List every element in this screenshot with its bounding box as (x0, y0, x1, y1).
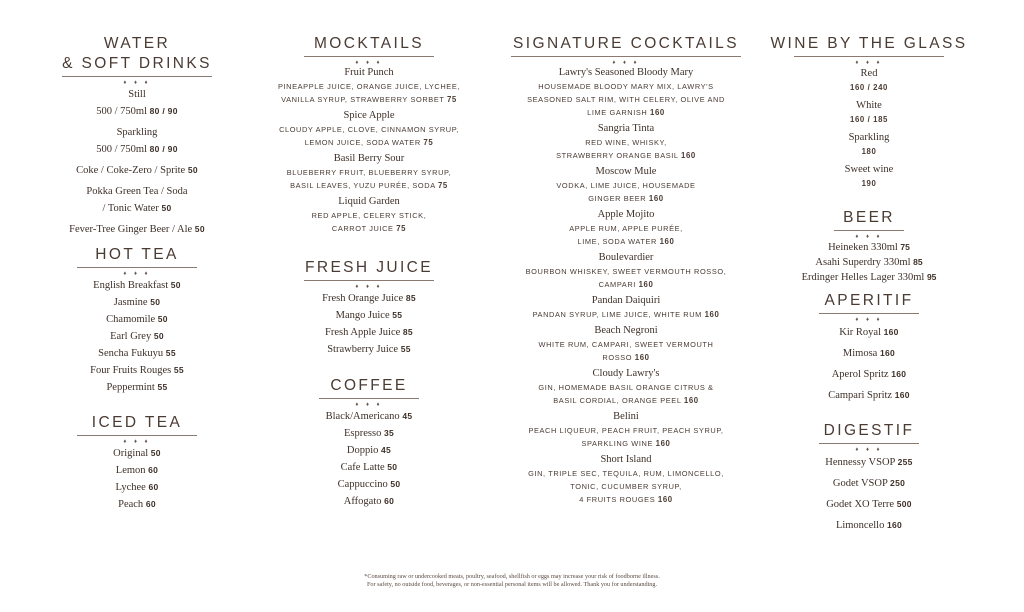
section-divider: ♦ ♦ ♦ (319, 398, 419, 399)
menu-item: Peppermint 55 (106, 382, 168, 393)
section-title: APERITIF (824, 292, 914, 309)
menu-item: Affogato 60 (343, 496, 395, 507)
menu-item: Boulevardier BOURBON WHISKEY, SWEET VERMOUTH ROSSO, CAMPARI 160 (525, 252, 727, 289)
menu-item: Fever-Tree Ginger Beer / Ale 50 (69, 224, 205, 235)
menu-item: Peach 60 (118, 499, 156, 510)
menu-item: Short Island GIN, TRIPLE SEC, TEQUILA, RUM, LIMONCELLO, TONIC, CUCUMBER SYRUP, 4 FRUITS ROUGES 160 (528, 454, 724, 504)
menu-item: Fresh Apple Juice 85 (325, 327, 413, 338)
coffee-section (258, 376, 480, 510)
menu-item: Sparkling 180 (848, 132, 890, 156)
section-title: WATER (103, 35, 171, 52)
menu-item: Fresh Orange Juice 85 (322, 293, 416, 304)
section-divider: ♦ ♦ ♦ (834, 230, 904, 231)
menu-item: Limoncello 160 (835, 520, 903, 531)
menu-item: White 160 / 185 (850, 100, 888, 124)
menu-item: Doppio 45 (346, 445, 392, 456)
menu-item: Cappuccino 50 (337, 479, 401, 490)
section-title: COFFEE (330, 377, 408, 394)
section-title: & SOFT DRINKS (62, 55, 212, 72)
section-title: ICED TEA (91, 414, 183, 431)
menu-item: / Tonic Water 50 (102, 203, 172, 214)
menu-item: Cloudy Lawry's GIN, HOMEMADE BASIL ORANGE CITRUS & BASIL CORDIAL, ORANGE PEEL 160 (538, 368, 714, 405)
menu-item: Basil Berry Sour BLUEBERRY FRUIT, BLUEBERRY SYRUP, BASIL LEAVES, YUZU PURÉE, SODA 75 (286, 153, 452, 190)
menu-item: Sparkling (116, 127, 158, 138)
iced-tea-section (52, 413, 222, 513)
menu-item: Aperol Spritz 160 (831, 369, 907, 380)
beer-section (764, 208, 974, 285)
water-section (52, 34, 222, 238)
section-divider: ♦ ♦ ♦ (819, 313, 919, 314)
menu-item: Red 160 / 240 (850, 68, 888, 92)
menu-item: 500 / 750ml 80 / 90 (96, 106, 178, 117)
menu-item: Sencha Fukuyu 55 (98, 348, 176, 359)
menu-item: Asahi Superdry 330ml 85 (815, 257, 923, 268)
menu-item: Sweet wine 190 (844, 164, 894, 188)
wine-section (764, 34, 974, 190)
aperitif-section (764, 291, 974, 406)
menu-item: Lawry's Seasoned Bloody Mary HOUSEMADE BLOODY MARY MIX, LAWRY'S SEASONED SALT RIM, WITH CELERY, OLIVE AND LIME GARNISH 160 (527, 67, 725, 117)
menu-item: Spice Apple CLOUDY APPLE, CLOVE, CINNAMON SYRUP, LEMON JUICE, SODA WATER 75 (279, 110, 459, 147)
menu-item: Fruit Punch PINEAPPLE JUICE, ORANGE JUICE, LYCHEE, VANILLA SYRUP, STRAWBERRY SORBET 75 (277, 67, 460, 104)
menu-item: Liquid Garden RED APPLE, CELERY STICK, CARROT JUICE 75 (311, 196, 427, 233)
menu-item: Beach Negroni WHITE RUM, CAMPARI, SWEET VERMOUTH ROSSO 160 (538, 325, 714, 362)
menu-item: Mango Juice 55 (335, 310, 403, 321)
section-divider: ♦ ♦ ♦ (77, 435, 197, 436)
section-divider: ♦ ♦ ♦ (304, 280, 434, 281)
section-divider: ♦ ♦ ♦ (62, 76, 212, 77)
fresh-juice-section (258, 258, 480, 358)
menu-item: 500 / 750ml 80 / 90 (96, 144, 178, 155)
section-divider: ♦ ♦ ♦ (77, 267, 197, 268)
digestif-section (764, 421, 974, 536)
menu-item: Coke / Coke-Zero / Sprite 50 (76, 165, 198, 176)
section-title: BEER (843, 209, 895, 226)
section-title: MOCKTAILS (313, 35, 425, 52)
menu-item: Pandan Daiquiri PANDAN SYRUP, LIME JUICE, WHITE RUM 160 (532, 295, 720, 319)
menu-item: Campari Spritz 160 (828, 390, 910, 401)
menu-item: Mimosa 160 (842, 348, 896, 359)
menu-item: Hennessy VSOP 255 (825, 457, 913, 468)
section-title: HOT TEA (95, 246, 179, 263)
menu-item: Lemon 60 (115, 465, 159, 476)
section-title: WINE BY THE GLASS (770, 35, 968, 52)
section-title: DIGESTIF (823, 422, 915, 439)
hot-tea-section (52, 245, 222, 396)
section-divider: ♦ ♦ ♦ (511, 56, 741, 57)
menu-item: Apple Mojito APPLE RUM, APPLE PURÉE, LIME, SODA WATER 160 (569, 209, 683, 246)
menu-item: Godet XO Terre 500 (826, 499, 912, 510)
menu-item: Sangria Tinta RED WINE, WHISKY, STRAWBERRY ORANGE BASIL 160 (556, 123, 696, 160)
menu-item: Belini PEACH LIQUEUR, PEACH FRUIT, PEACH SYRUP, SPARKLING WINE 160 (528, 411, 724, 448)
menu-item: Heineken 330ml 75 (828, 242, 910, 253)
menu-item: Kir Royal 160 (839, 327, 899, 338)
section-divider: ♦ ♦ ♦ (819, 443, 919, 444)
section-divider: ♦ ♦ ♦ (304, 56, 434, 57)
menu-item: Still (128, 89, 146, 100)
menu-item: Moscow Mule VODKA, LIME JUICE, HOUSEMADE GINGER BEER 160 (556, 166, 696, 203)
menu-item: Earl Grey 50 (110, 331, 164, 342)
menu-item: Chamomile 50 (106, 314, 168, 325)
menu-item: Four Fruits Rouges 55 (90, 365, 184, 376)
menu-item: Godet VSOP 250 (832, 478, 906, 489)
section-divider: ♦ ♦ ♦ (794, 56, 944, 57)
menu-item: Espresso 35 (343, 428, 395, 439)
menu-item: Lychee 60 (115, 482, 159, 493)
menu-item: English Breakfast 50 (93, 280, 181, 291)
signature-cocktails-section (500, 34, 752, 506)
section-title: SIGNATURE COCKTAILS (513, 35, 739, 52)
menu-item: Pokka Green Tea / Soda (86, 186, 188, 197)
menu-item: Erdinger Helles Lager 330ml 95 (801, 272, 937, 283)
menu-item: Cafe Latte 50 (340, 462, 398, 473)
menu-item: Strawberry Juice 55 (327, 344, 411, 355)
section-title: FRESH JUICE (304, 259, 434, 276)
mocktails-section (258, 34, 480, 235)
menu-item: Original 50 (113, 448, 161, 459)
menu-item: Jasmine 50 (113, 297, 161, 308)
menu-item: Black/Americano 45 (325, 411, 413, 422)
footer-disclaimer: *Consuming raw or undercooked meats, poultry, seafood, shellfish or eggs may increase your risk of foodborne illness. For safety, no outside food, beverages, or non-essential personal items will be allowed. Thank you for understanding. (364, 573, 660, 588)
